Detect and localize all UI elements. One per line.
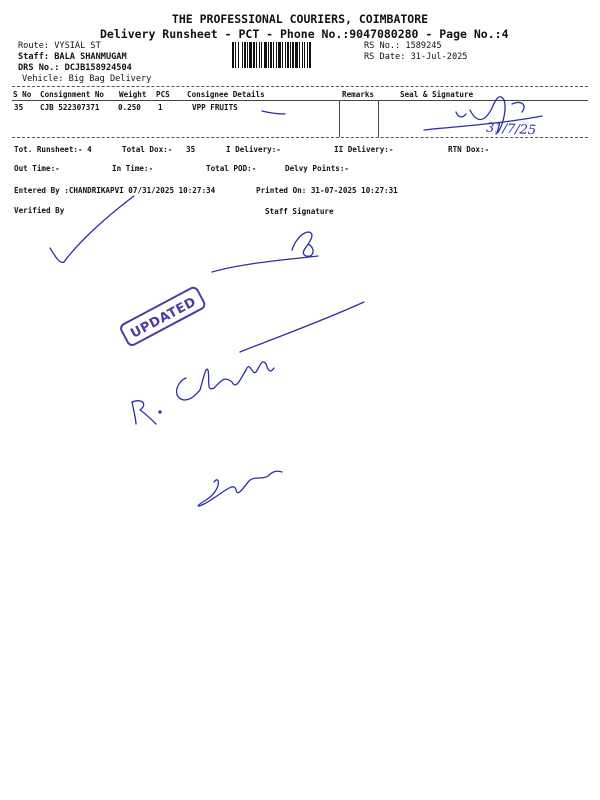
consignee-tick-mark: [262, 111, 285, 114]
total-dox: Total Dox:- 35: [122, 145, 196, 154]
rtn-dox: RTN Dox:-: [448, 145, 490, 154]
cell-sno: 35: [14, 103, 24, 112]
cell-consignment: CJB 522307371: [40, 103, 100, 112]
in-time: In Time:-: [112, 164, 154, 173]
col-header-remarks: Remarks: [342, 90, 375, 99]
name-strike-line: [240, 302, 364, 352]
seal-signature-underline: [424, 116, 542, 130]
staff-signature-underline: [212, 256, 318, 272]
entered-by: Entered By :CHANDRIKAPVI 07/31/2025 10:27:34: [14, 186, 216, 195]
name-letter-r: [132, 401, 156, 424]
staff-label: Staff: BALA SHANMUGAM: [18, 52, 127, 62]
verified-by: Verified By: [14, 206, 65, 215]
route-label: Route: VYSIAL ST: [18, 41, 101, 51]
col-header-consignment: Consignment No: [40, 90, 105, 99]
name-dot: [159, 411, 161, 413]
name-handwriting-chandrika: [177, 362, 274, 400]
cell-consignee: VPP FRUITS: [192, 103, 238, 112]
staff-signature-label: Staff Signature: [265, 207, 334, 216]
seal-signature-stroke-1: [456, 112, 466, 117]
delvy-points: Delvy Points:-: [285, 164, 350, 173]
col-header-sno: S No: [13, 90, 32, 99]
handwritten-date: 31/7/25: [485, 120, 537, 139]
total-pod: Total POD:-: [206, 164, 257, 173]
staff-signature-scribble: [292, 232, 313, 256]
runsheet-subtitle: Delivery Runsheet - PCT - Phone No.:9047080280 - Page No.:4: [100, 27, 509, 41]
cell-weight: 0.250: [118, 103, 141, 112]
stamp-text: UPDATED: [128, 294, 199, 342]
bottom-signature-scribble: [198, 471, 282, 506]
cell-pcs: 1: [158, 103, 163, 112]
col-header-pcs: PCS: [156, 90, 170, 99]
vehicle-label: Vehicle: Big Bag Delivery: [22, 74, 152, 84]
seal-signature-stroke-3: [512, 102, 524, 112]
tot-runsheet: Tot. Runsheet:- 4: [14, 145, 92, 154]
col-header-seal: Seal & Signature: [400, 90, 474, 99]
col-header-weight: Weight: [119, 90, 147, 99]
verified-checkmark: [50, 196, 134, 262]
col-header-consignee: Consignee Details: [187, 90, 265, 99]
rs-date-label: RS Date: 31-Jul-2025: [364, 52, 468, 62]
company-title: THE PROFESSIONAL COURIERS, COIMBATORE: [171, 12, 429, 26]
out-time: Out Time:-: [14, 164, 60, 173]
printed-on: Printed On: 31-07-2025 10:27:31: [256, 186, 398, 195]
drs-label: DRS No.: DCJB158924504: [18, 63, 132, 73]
i-delivery: I Delivery:-: [226, 145, 281, 154]
seal-signature-stroke-2: [470, 97, 505, 134]
ii-delivery: II Delivery:-: [334, 145, 394, 154]
rs-no-label: RS No.: 1589245: [364, 41, 442, 51]
